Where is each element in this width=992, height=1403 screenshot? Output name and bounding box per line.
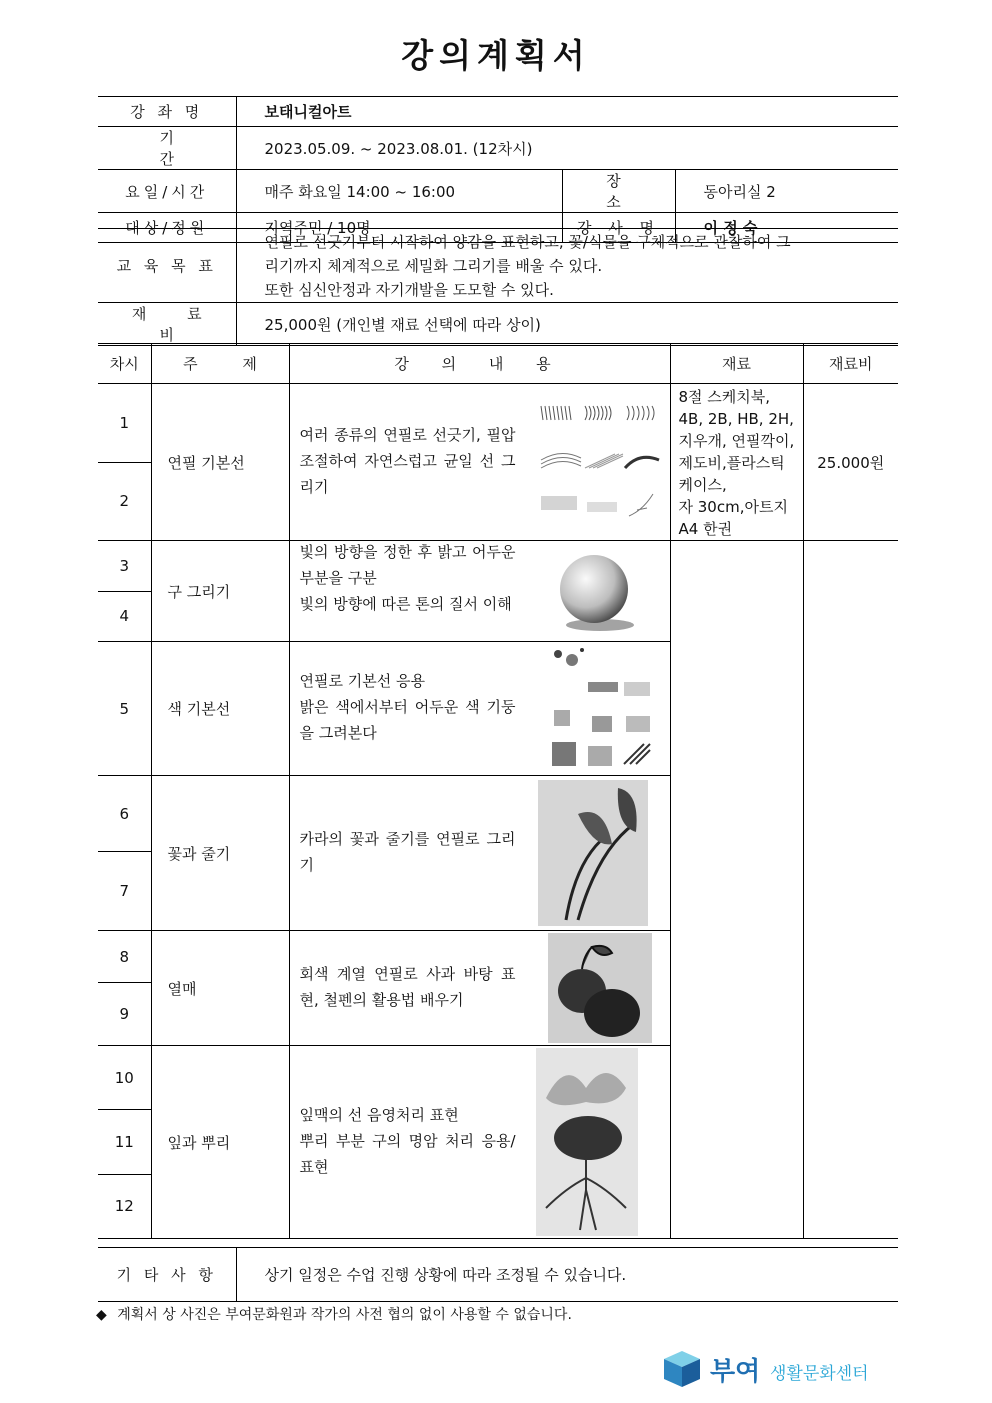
leaf-root-image (536, 1048, 638, 1236)
material-item: 4B, 2B, HB, 2H, (678, 410, 794, 428)
content-cell (289, 384, 670, 541)
content-text: 여러 종류의 연필로 선긋기, 필압 조절하여 자연스럽고 균일 선 그리기 (299, 426, 516, 496)
subject: 열매 (151, 931, 289, 1046)
time-value: 매주 화요일 14:00 ~ 16:00 (236, 170, 562, 213)
material-item: A4 한권 (678, 520, 733, 538)
instructor-value: 이 정 숙 (675, 213, 898, 243)
sphere-image (556, 549, 636, 633)
material-item: 케이스, (678, 476, 727, 494)
col-header-material-fee: 재료비 (803, 344, 898, 384)
subject: 연필 기본선 (151, 384, 289, 541)
course-label: 강 좌 명 (98, 97, 236, 127)
col-header-subject: 주 제 (151, 344, 289, 384)
subject: 색 기본선 (151, 642, 289, 776)
goal-line: 리기까지 체계적으로 세밀화 그리기를 배울 수 있다. (264, 256, 603, 275)
copyright-note (96, 1304, 572, 1324)
content-cell (289, 1046, 670, 1239)
content-text: 회색 계열 연필로 사과 바탕 표현, 철펜의 활용법 배우기 (299, 965, 516, 1009)
fruit-image (548, 933, 652, 1043)
session-number: 8 (98, 931, 151, 983)
session-number: 2 (98, 462, 151, 541)
goal-line: 연필로 선긋기부터 시작하여 양감을 표현하고, 꽃/식물을 구체적으로 관찰하여 그 (264, 232, 791, 251)
material-item: 자 30cm,아트지 (678, 498, 788, 516)
fee-label: 재 료 비 (98, 303, 236, 346)
logo-sub: 생활문화센터 (770, 1364, 869, 1384)
materials-cell (670, 384, 803, 541)
materials-empty (670, 541, 803, 1239)
place-label: 장 소 (562, 170, 675, 213)
logo (662, 1347, 902, 1389)
etc-table (98, 1247, 898, 1302)
session-number: 4 (98, 591, 151, 642)
fee-value: 25,000원 (개인별 재료 선택에 따라 상이) (236, 303, 898, 346)
session-number: 5 (98, 642, 151, 776)
place-value: 동아리실 2 (675, 170, 898, 213)
session-number: 6 (98, 776, 151, 852)
session-number: 9 (98, 983, 151, 1046)
session-number: 10 (98, 1046, 151, 1110)
target-value: 지역주민 / 10명 (236, 213, 562, 243)
session-number: 7 (98, 852, 151, 931)
time-label: 요일/시간 (98, 170, 236, 213)
goal-label: 교 육 목 표 (98, 229, 236, 303)
session-number: 12 (98, 1174, 151, 1238)
pencil-lines-image (537, 398, 663, 522)
content-text: 빛의 방향을 정한 후 밝고 어두운 부분을 구분 빛의 방향에 따른 톤의 질서 이해 (299, 543, 516, 613)
content-cell (289, 776, 670, 931)
logo-main: 부여 (710, 1357, 761, 1387)
material-item: 8절 스케치북, (678, 388, 771, 406)
session-number: 3 (98, 541, 151, 592)
content-cell (289, 541, 670, 642)
diamond-icon: ◆ (96, 1307, 107, 1323)
material-item: 지우개, 연필깍이, (678, 432, 795, 450)
period-value: 2023.05.09. ~ 2023.08.01. (12차시) (236, 127, 898, 170)
material-fee-empty (803, 541, 898, 1239)
col-header-session: 차시 (98, 344, 151, 384)
col-header-content: 강 의 내 용 (289, 344, 670, 384)
subject: 구 그리기 (151, 541, 289, 642)
info-table (98, 96, 898, 243)
course-value: 보태니컬아트 (236, 97, 898, 127)
etc-value: 상기 일정은 수업 진행 상황에 따라 조정될 수 있습니다. (236, 1248, 898, 1302)
target-label: 대상/정원 (98, 213, 236, 243)
content-cell (289, 642, 670, 776)
session-number: 11 (98, 1110, 151, 1174)
subject: 잎과 뿌리 (151, 1046, 289, 1239)
goal-line: 또한 심신안정과 자기개발을 도모할 수 있다. (264, 280, 554, 299)
tone-practice-image (548, 646, 658, 772)
period-label: 기 간 (98, 127, 236, 170)
goal-table (98, 228, 898, 346)
page-title: 강의계획서 (401, 36, 591, 75)
material-item: 제도비,플라스틱 (678, 454, 785, 472)
content-text: 잎맥의 선 음영처리 표현 뿌리 부분 구의 명암 처리 응용/표현 (299, 1106, 516, 1176)
content-cell (289, 931, 670, 1046)
cube-logo-icon (662, 1349, 702, 1389)
col-header-material: 재료 (670, 344, 803, 384)
session-number: 1 (98, 384, 151, 463)
material-fee: 25.000원 (803, 384, 898, 541)
content-text: 카라의 꽃과 줄기를 연필로 그리기 (299, 830, 516, 874)
instructor-label: 강 사 명 (562, 213, 675, 243)
etc-label: 기 타 사 항 (98, 1248, 236, 1302)
subject: 꽃과 줄기 (151, 776, 289, 931)
schedule-table (98, 343, 898, 1239)
calla-lily-image (538, 780, 648, 926)
content-text: 연필로 기본선 응용 밝은 색에서부터 어두운 색 기둥을 그려본다 (299, 672, 516, 742)
note-text: 계획서 상 사진은 부여문화원과 작가의 사전 협의 없이 사용할 수 없습니다. (117, 1307, 572, 1323)
